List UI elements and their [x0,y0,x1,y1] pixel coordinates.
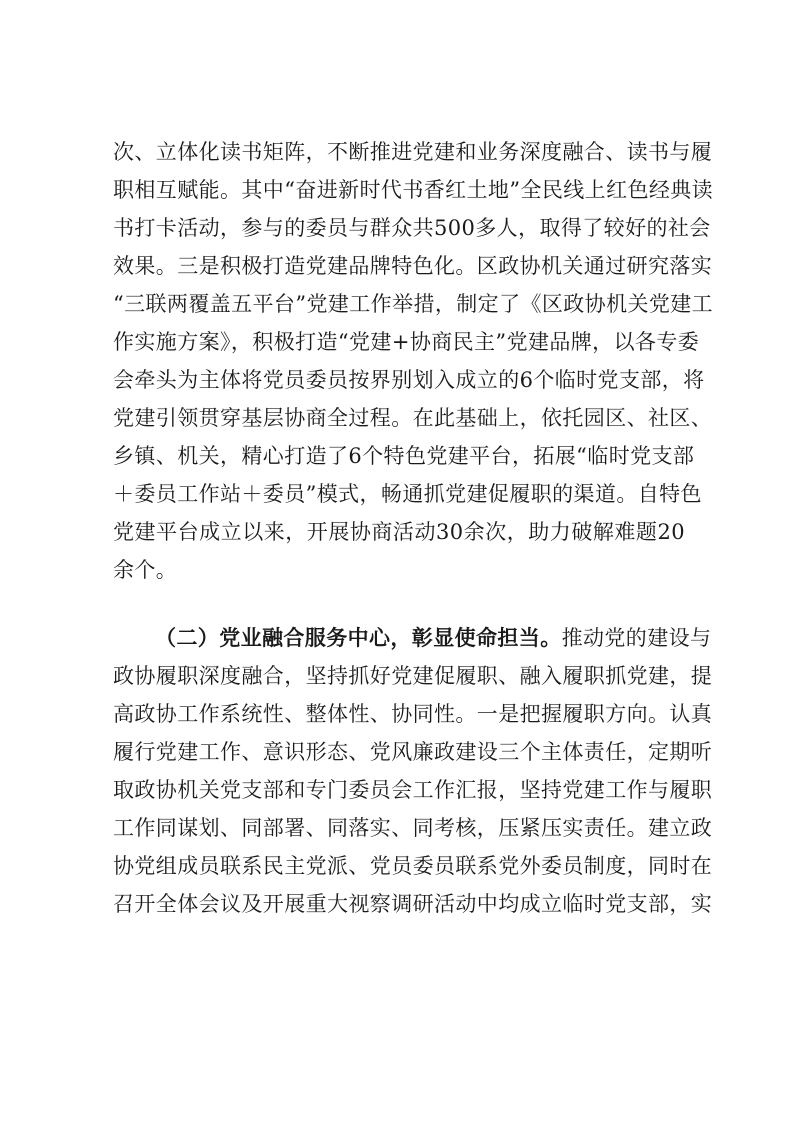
paragraph-1-line: 次、立体化读书矩阵，不断推进党建和业务深度融合、读书与履 [113,140,713,164]
paragraph-1-line: ＋委员工作站＋委员”模式，畅通抓党建促履职的渠道。自特色 [113,482,702,506]
paragraph-1 [113,133,714,589]
paragraph-2-line: 召开全体会议及开展重大视察调研活动中均成立临时党支部，实 [113,892,713,916]
paragraph-2-line: 高政协工作系统性、整体性、协同性。一是把握履职方向。认真 [113,702,713,726]
paragraph-1-line: 书打卡活动，参与的委员与群众共500多人，取得了较好的社会 [113,216,711,240]
paragraph-2-first-line [113,619,712,657]
paragraph-2-line: 政协履职深度融合，坚持抓好党建促履职、融入履职抓党建，提 [113,664,713,688]
paragraph-1-line: 职相互赋能。其中“奋进新时代书香红土地”全民线上红色经典读 [113,178,714,202]
paragraph-1-line: 乡镇、机关，精心打造了6个特色党建平台，拓展“临时党支部 [113,444,695,468]
paragraph-2-line: 协党组成员联系民主党派、党员委员联系党外委员制度，同时在 [113,854,713,878]
paragraph-1-line: 余个。 [113,558,178,582]
paragraph-1-line: 党建平台成立以来，开展协商活动30余次，助力破解难题20 [113,520,685,544]
paragraph-2 [113,619,713,923]
paragraph-1-line: 作实施方案》，积极打造“党建+协商民主”党建品牌，以各专委 [113,330,700,354]
paragraph-1-line: 效果。三是积极打造党建品牌特色化。区政协机关通过研究落实 [113,254,713,278]
paragraph-2-line: 取政协机关党支部和专门委员会工作汇报，坚持党建工作与履职 [113,778,713,802]
paragraph-1-line: “三联两覆盖五平台”党建工作举措，制定了《区政协机关党建工 [113,292,714,316]
paragraph-1-line: 党建引领贯穿基层协商全过程。在此基础上，依托园区、社区、 [113,406,713,430]
paragraph-1-line: 会牵头为主体将党员委员按界别划入成立的6个临时党支部，将 [113,368,705,392]
section-heading-rest: 推动党的建设与 [561,626,712,650]
paragraph-2-line: 履行党建工作、意识形态、党风廉政建设三个主体责任，定期听 [113,740,713,764]
section-heading: （二）党业融合服务中心，彰显使命担当。 [155,625,562,650]
paragraph-2-line: 工作同谋划、同部署、同落实、同考核，压紧压实责任。建立政 [113,816,713,840]
